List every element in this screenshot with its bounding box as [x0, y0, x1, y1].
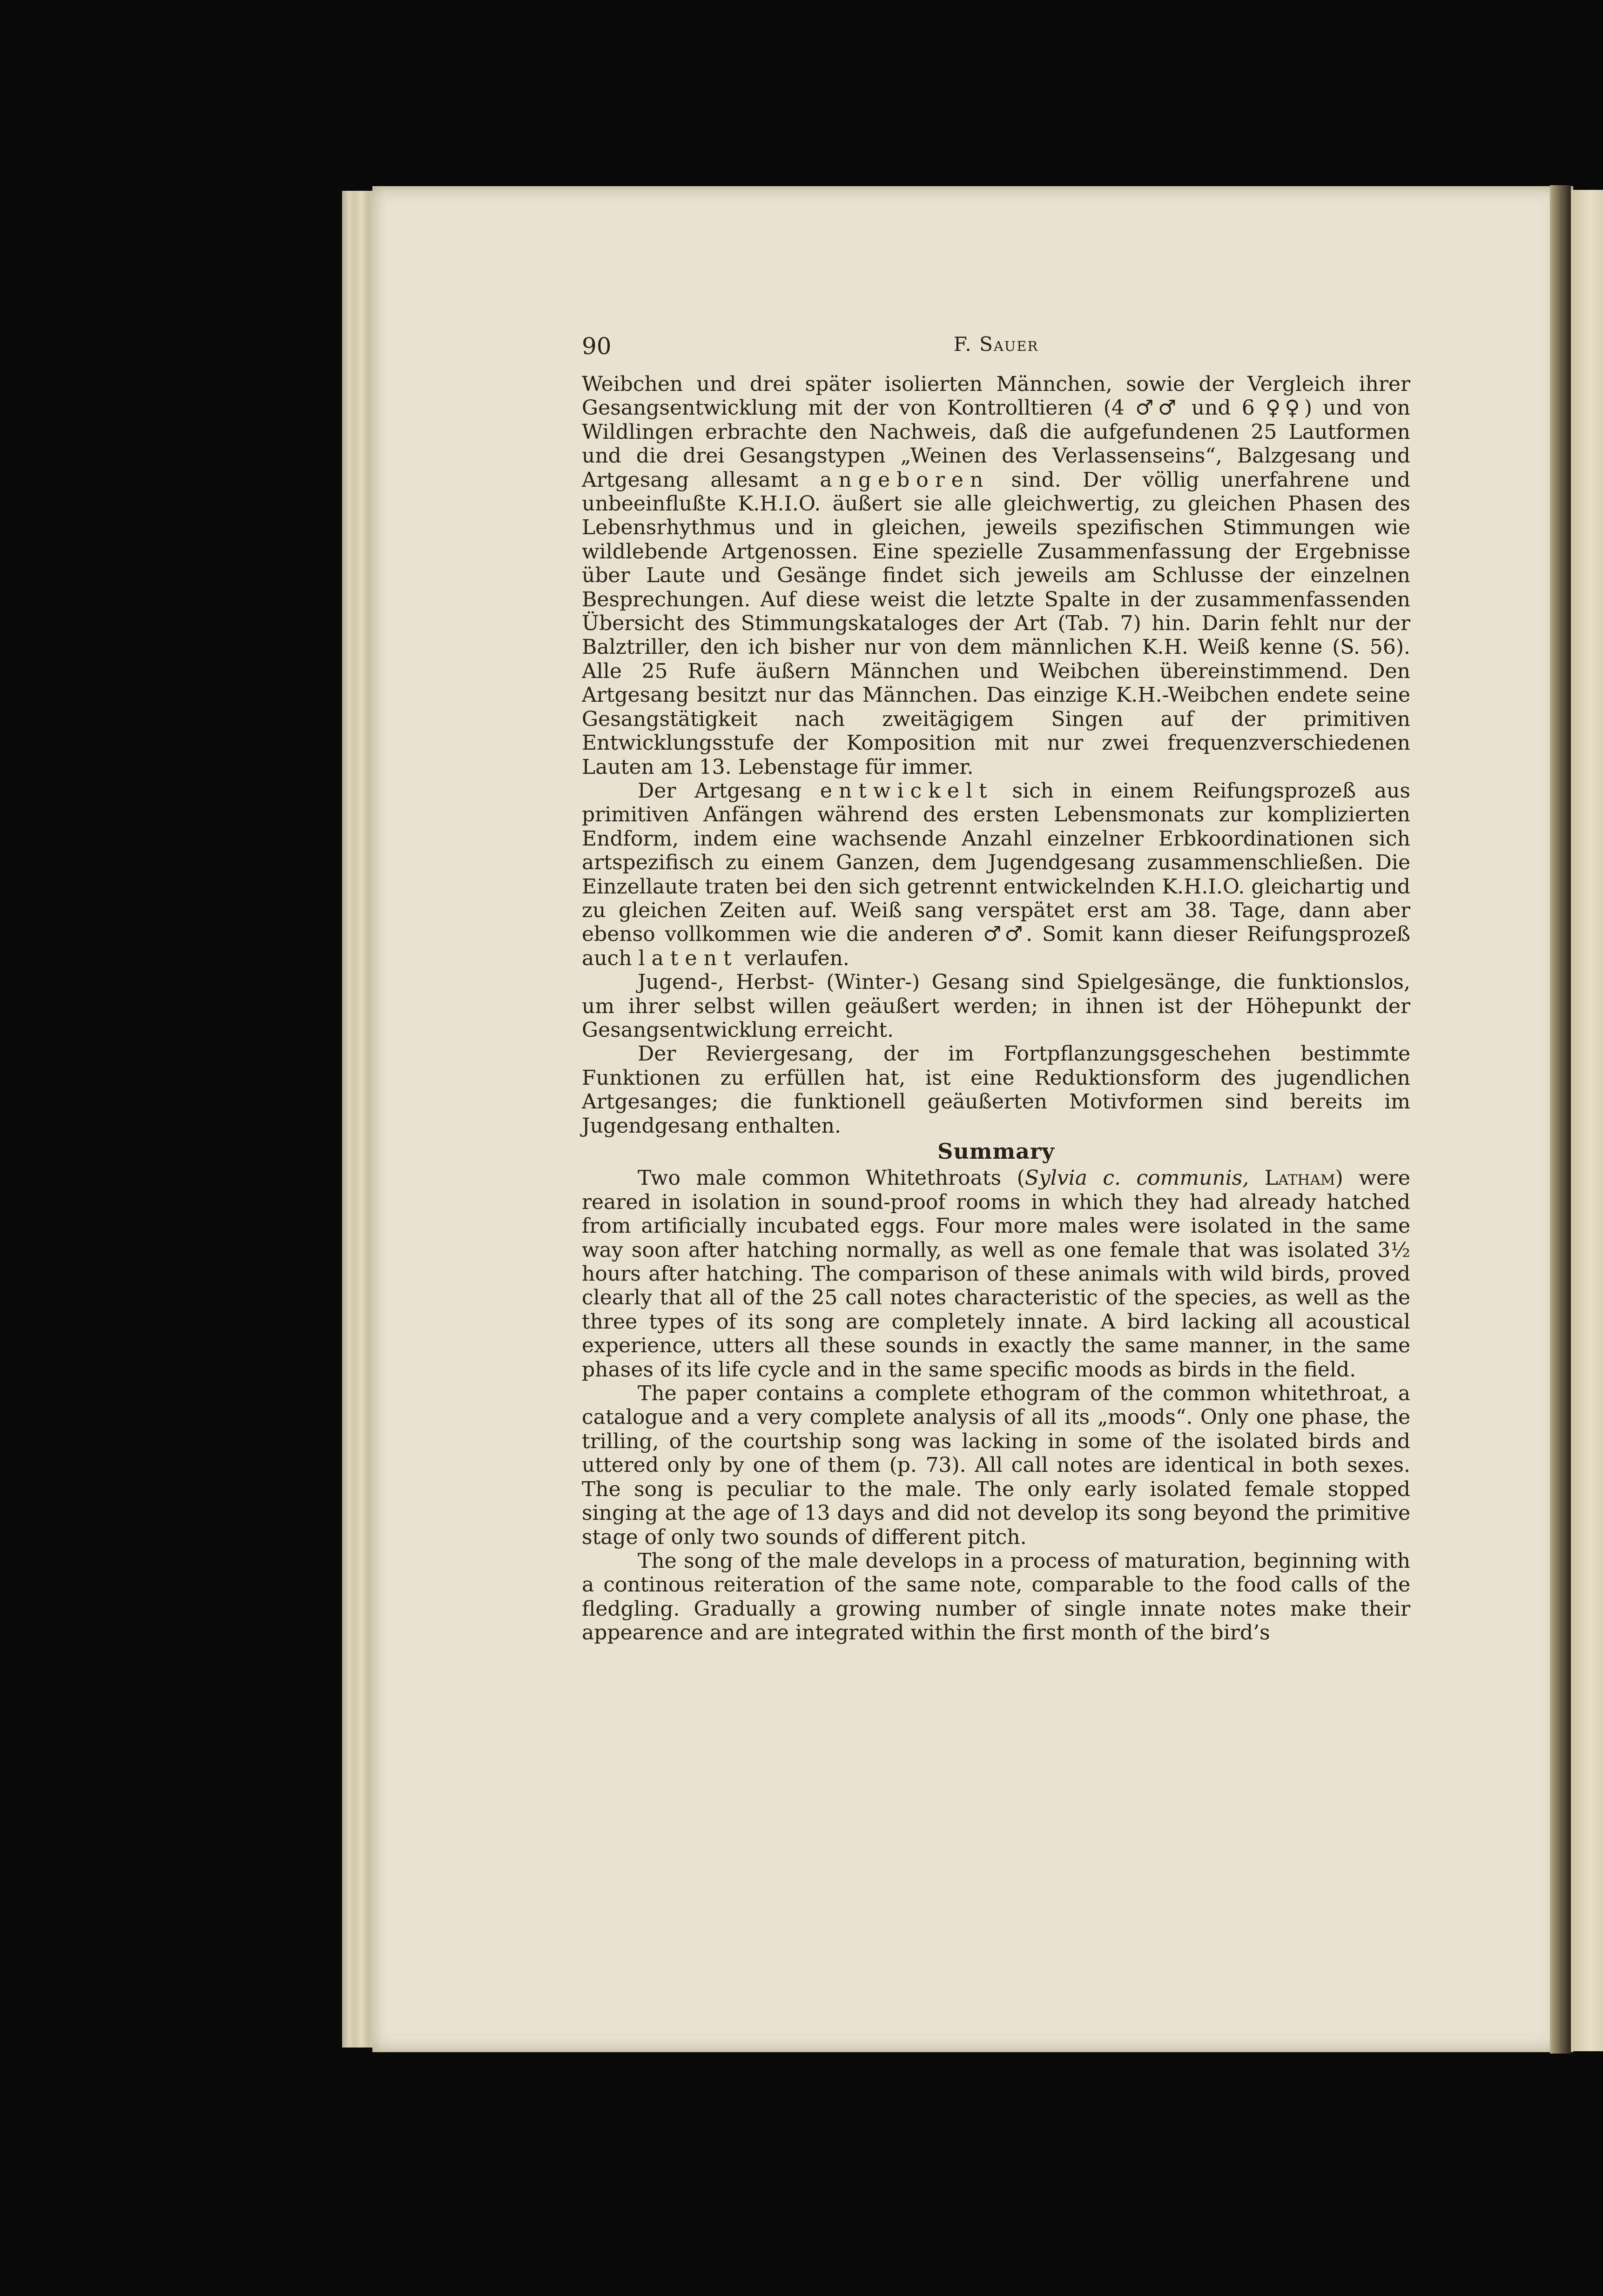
paragraph-text: verlaufen. — [744, 946, 849, 970]
author-name: Latham — [1264, 1166, 1335, 1190]
running-head: F. Sauer — [953, 333, 1039, 356]
page-number: 90 — [582, 333, 612, 360]
paragraph — [582, 372, 1410, 779]
paragraph — [582, 779, 1410, 970]
paragraph-text: ) were reared in isolation in sound-proof rooms in which they had already hatched from artificially incubated eggs. Four more males were isolated in the same way soon after hatching normally, as well as one female that was isolated 3½ hours after hatching. The comparison of these animals with wild birds, proved clearly that all of the 25 call notes characteristic of the species, as well as the three types of its song are completely innate. A bird lacking all acoustical experience, utters all these sounds in exactly the same manner, in the same phases of its life cycle and in the same specific moods as birds in the field. — [582, 1166, 1410, 1382]
paragraph-text: Weibchen und drei später isolierten Männchen, sowie der Vergleich ihrer Gesangsentwicklung mit der von Kontrolltieren (4 ♂♂ und 6 ♀♀) und von Wildlingen erbrachte den Nachweis, daß die aufgefundenen 25 Lautformen und die drei Gesangstypen „Weinen des Verlassenseins“, Balzgesang und Artgesang allesamt — [582, 372, 1410, 492]
page-body — [582, 372, 1410, 1645]
book-gutter — [1550, 185, 1571, 2054]
emphasis-spaced: angeboren — [820, 468, 990, 492]
emphasis-spaced: latent — [638, 946, 738, 970]
paragraph-text: sich in einem Reifungsprozeß aus primitiven Anfängen während des ersten Lebensmonats zur komplizierten Endform, indem eine wachsende Anzahl einzelner Erbkoordinationen sich artspezifisch zu einem Ganzen, dem Jugendgesang zusammenschließen. Die Einzellaute traten bei den sich getrennt entwickelnden K.H.I.O. gleichartig und zu gleichen Zeiten auf. Weiß sang verspätet erst am 38. Tage, dann aber ebenso vollkommen wie die anderen ♂♂. Somit kann dieser Reifungsprozeß auch — [582, 779, 1410, 970]
page-header — [582, 333, 1410, 370]
paragraph: The song of the male develops in a process of maturation, beginning with a continous reiteration of the same note, comparable to the food calls of the fledgling. Gradually a growing number of single innate notes make their appearence and are integrated within the first month of the bird’s — [582, 1549, 1410, 1645]
species-name: Sylvia c. communis, — [1024, 1166, 1249, 1190]
facing-page-edge — [1571, 190, 1603, 2051]
page-edge-stack — [342, 191, 377, 2048]
paragraph: The paper contains a complete ethogram of the common whitethroat, a catalogue and a very complete analysis of all its „moods“. Only one phase, the trilling, of the courtship song was lacking in some of the isolated birds and uttered only by one of them (p. 73). All call notes are identical in both sexes. The song is peculiar to the male. The only early isolated female stopped singing at the age of 13 days and did not develop its song beyond the primitive stage of only two sounds of different pitch. — [582, 1382, 1410, 1549]
paragraph-text: sind. Der völlig unerfahrene und unbeeinflußte K.H.I.O. äußert sie alle gleichwertig, zu gleichen Phasen des Lebensrhythmus und in gleichen, jeweils spezifischen Stimmungen wie wildlebende Artgenossen. Eine spezielle Zusammenfassung der Ergebnisse über Laute und Gesänge findet sich jeweils am Schlusse der einzelnen Besprechungen. Auf diese weist die letzte Spalte in der zusammenfassenden Übersicht des Stimmungskataloges der Art (Tab. 7) hin. Darin fehlt nur der Balztriller, den ich bisher nur von dem männlichen K.H. Weiß kenne (S. 56). Alle 25 Rufe äußern Männchen und Weibchen übereinstimmend. Den Artgesang besitzt nur das Männchen. Das einzige K.H.-Weibchen endete seine Gesangstätigkeit nach zweitägigem Singen auf der primitiven Entwicklungsstufe der Komposition mit nur zwei frequenzverschiedenen Lauten am 13. Lebenstage für immer. — [582, 468, 1410, 779]
paragraph: Der Reviergesang, der im Fortpflanzungsgeschehen bestimmte Funktionen zu erfüllen hat, ist eine Reduktionsform des jugendlichen Artgesanges; die funktionell geäußerten Motivformen sind bereits im Jugendgesang enthalten. — [582, 1042, 1410, 1138]
paragraph — [582, 1166, 1410, 1382]
paragraph: Jugend-, Herbst- (Winter-) Gesang sind Spielgesänge, die funktionslos, um ihrer selbst willen geäußert werden; in ihnen ist der Höhepunkt der Gesangsentwicklung erreicht. — [582, 970, 1410, 1042]
section-heading: Summary — [937, 1139, 1055, 1164]
paragraph-text: Der Artgesang — [638, 779, 802, 803]
paragraph-text: Two male common Whitethroats ( — [638, 1166, 1025, 1190]
emphasis-spaced: entwickelt — [820, 779, 994, 803]
